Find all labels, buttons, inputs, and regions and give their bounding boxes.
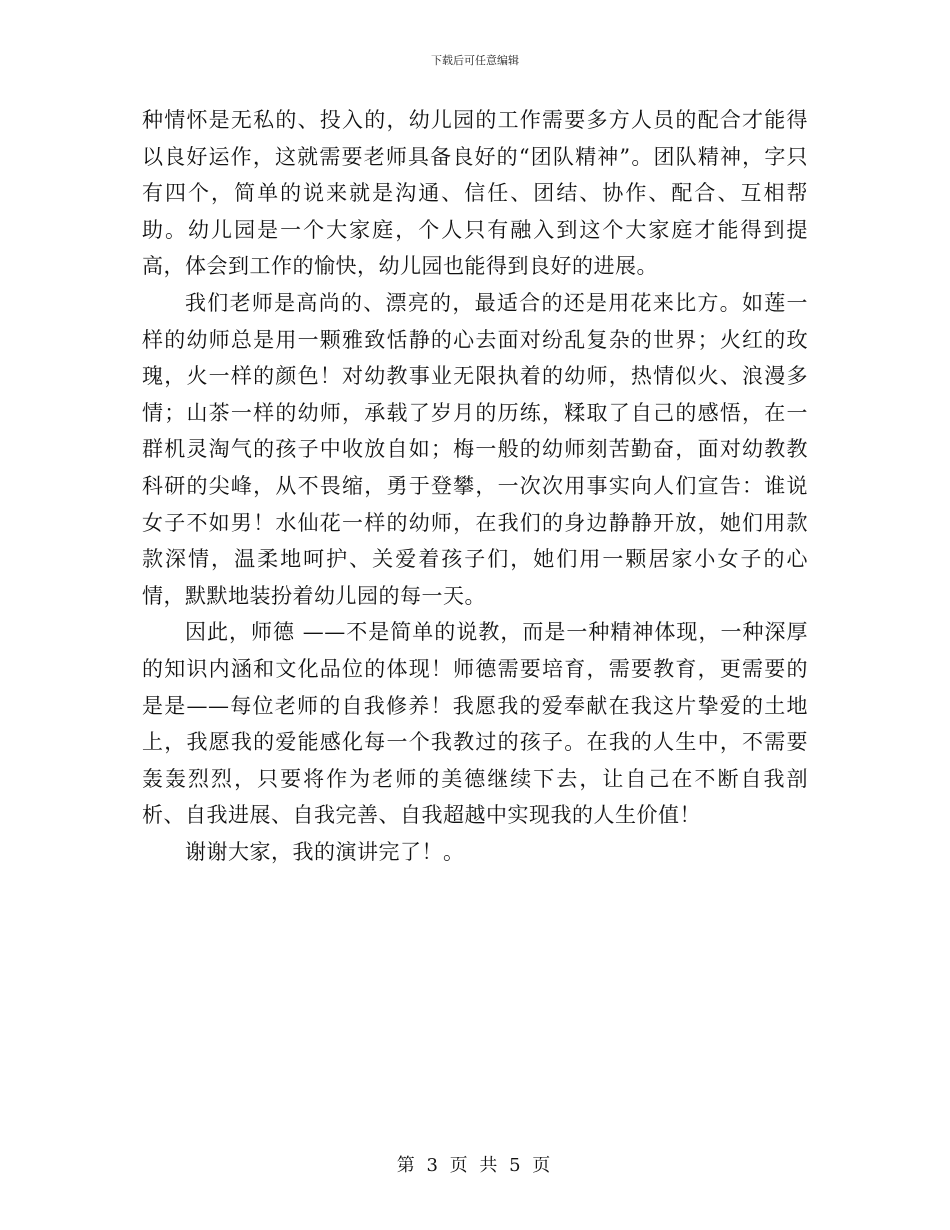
document-body	[142, 102, 808, 870]
page-number-footer: 第 3 页 共 5 页	[396, 1155, 554, 1176]
paragraph-continuation: 种情怀是无私的、投入的，幼儿园的工作需要多方人员的配合才能得以良好运作，这就需要老师具备良好的“团队精神”。团队精神，字只有四个，简单的说来就是沟通、信任、团结、协作、配合、互相帮助。幼儿园是一个大家庭，个人只有融入到这个大家庭才能得到提高，体会到工作的愉快，幼儿园也能得到良好的进展。	[142, 108, 808, 279]
paragraph-flowers: 我们老师是高尚的、漂亮的，最适合的还是用花来比方。如莲一样的幼师总是用一颗雅致恬静的心去面对纷乱复杂的世界；火红的玫瑰，火一样的颜色！对幼教事业无限执着的幼师，热情似火、浪漫多情；山茶一样的幼师，承载了岁月的历练，糅取了自己的感悟，在一群机灵淘气的孩子中收放自如；梅一般的幼师刻苦勤奋，面对幼教教科研的尖峰，从不畏缩，勇于登攀，一次次用事实向人们宣告：谁说女子不如男！水仙花一样的幼师，在我们的身边静静开放，她们用款款深情，温柔地呵护、关爱着孩子们，她们用一颗居家小女子的心情，默默地装扮着幼儿园的每一天。	[142, 290, 808, 608]
paragraph-closing: 谢谢大家，我的演讲完了！。	[185, 839, 465, 864]
paragraph-ethics: 因此，师德 ——不是简单的说教，而是一种精神体现，一种深厚的知识内涵和文化品位的体现！师德需要培育，需要教育，更需要的是是——每位老师的自我修养！我愿我的爱奉献在我这片挚爱的土地上，我愿我的爱能感化每一个我教过的孩子。在我的人生中，不需要轰轰烈烈，只要将作为老师的美德继续下去，让自己在不断自我剖析、自我进展、自我完善、自我超越中实现我的人生价值！	[142, 620, 808, 828]
page-header: 下载后可任意编辑	[431, 54, 519, 67]
